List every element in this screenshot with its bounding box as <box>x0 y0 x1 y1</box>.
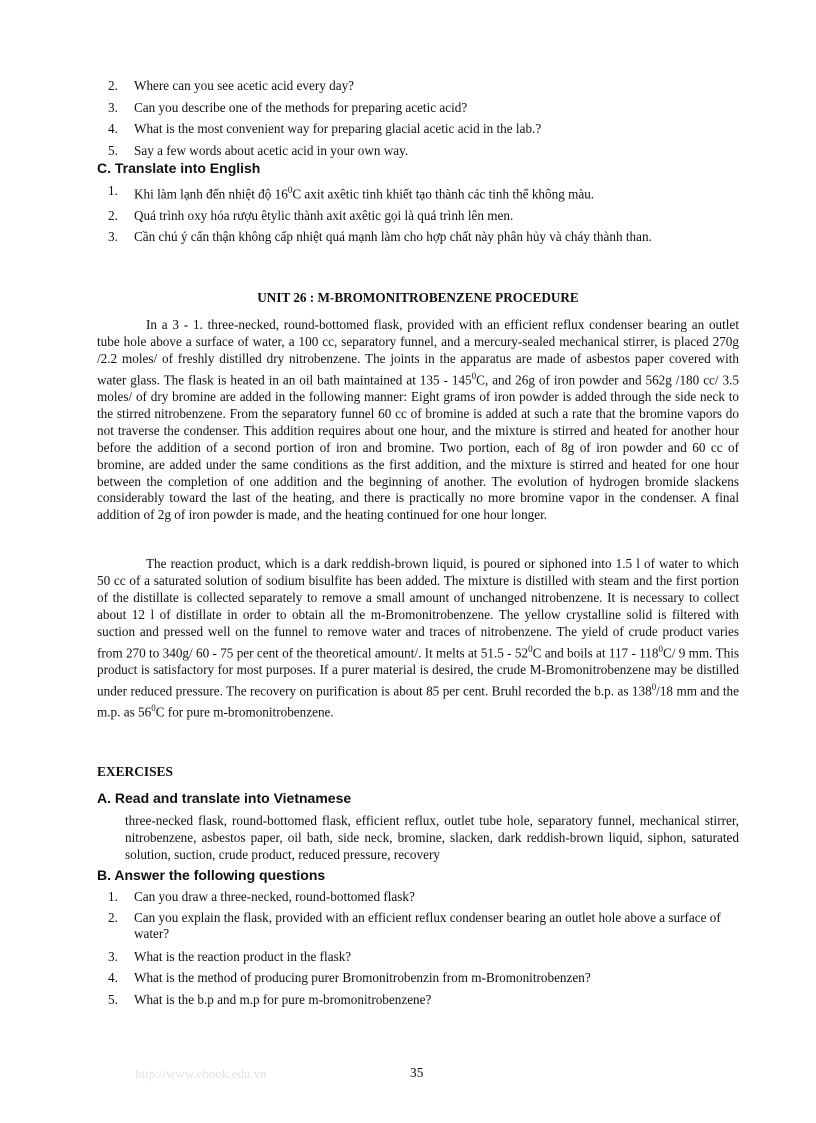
procedure-paragraph-1: In a 3 - 1. three-necked, round-bottomed flask, provided with an efficient reflux condenser bearing an outlet tube hole above a surface of water, a 100 cc, separatory funnel, and a mercury-sealed mechanical stirrer, is placed 270g /2.2 moles/ of freshly distilled dry nitrobenzene. The joints in the apparatus are made of asbestos paper covered with water glass. The flask is heated in an oil bath maintained at $135 - 145^0C$, and 26g of iron powder and 562g /180 cc/ 3.5 moles/ of dry bromine are added in the following manner: Eight grams of iron powder is added through the side neck to the stirred nitrobenzene. From the separatory funnel 60 cc of bromine is added at such a rate that the bromine vapors do not traverse the condenser. This addition requires about one hour, and the mixture is stirred and heated for another hour before the addition of a second portion of iron and bromine. Two portion, each of 8g of iron powder and 60 cc of bromine, are added under the same conditions as the first addition, and the mixture is stirred and heated for one hour between the completion of one addition and the beginning of another. The evolution of hydrogen bromide slackens considerably toward the last of the heating, and there is practically no more bromine vapor in the condenser. A final addition of 2g of iron powder is made, and the heating continued for one hour longer. <box>97 317 739 523</box>
list-item: 5. Say a few words about acetic acid in your own way. <box>108 142 409 158</box>
list-item: 2. Where can you see acetic acid every day? <box>108 78 355 93</box>
list-item: 4. What is the method of producing purer Bromonitrobenzin from m-Bromonitrobenzen? <box>108 970 591 985</box>
vocabulary-list: three-necked flask, round-bottomed flask, efficient reflux, outlet tube hole, separatory funnel, mechanical stirrer, nitrobenzene, asbestos paper, oil bath, side neck, bromine, slacken, dark reddish-brown liquid, siphon, saturated solution, suction, crude product, reduced pressure, recovery <box>125 813 739 862</box>
section-c-heading: C. Translate into English <box>97 160 261 176</box>
list-item: 1. Can you draw a three-necked, round-bottomed flask? <box>108 889 415 904</box>
top-questions-list <box>108 75 748 161</box>
list-item: 3. Cần chú ý cẩn thận không cấp nhiệt quá mạnh làm cho hợp chất này phân hủy và cháy thành than. <box>108 229 652 245</box>
list-item: 4. What is the most convenient way for preparing glacial acetic acid in the lab.? <box>108 121 542 136</box>
list-item: 3. What is the reaction product in the flask? <box>108 948 352 964</box>
section-b-heading: B. Answer the following questions <box>97 867 326 883</box>
exercises-heading: EXERCISES <box>97 764 173 779</box>
procedure-paragraph-2: The reaction product, which is a dark reddish-brown liquid, is poured or siphoned into 1.5 l of water to which 50 cc of a saturated solution of sodium bisulfite has been added. The mixture is distilled with steam and the first portion of the distillate is collected separately to remove a small amount of unchanged nitrobenzene. It is necessary to collect about 12 l of distillate in order to obtain all the m-Bromonitrobenzene. The yellow crystalline solid is filtered with suction and pressed well on the funnel to remove water and traces of nitrobenzene. The yield of crude product varies from 270 to 340g/ 60 - 75 per cent of the theoretical amount/. It melts at $51.5 - 52^0C$ and boils at $117 - 118^0C/$ 9 mm. This product is satisfactory for most purposes. If a purer material is desired, the crude M-Bromonitrobenzene may be distilled under reduced pressure. The recovery on purification is about 85 per cent. Bruhl recorded the b.p. as $138^0/18$ mm and the m.p. as $56^0C$ for pure m-bromonitrobenzene. <box>97 556 739 720</box>
list-item: 2. Can you explain the flask, provided with an efficient reflux condenser bearing an outlet hole above a surface of water? <box>108 909 721 941</box>
list-item: 1. Khi làm lạnh đến nhiệt độ $16^0C$ axit axêtic tinh khiết tạo thành các tinh thể không màu. <box>108 183 595 202</box>
footer-url: http://www.ebook.edu.vn <box>135 1066 267 1081</box>
list-item: 3. Can you describe one of the methods for preparing acetic acid? <box>108 99 468 115</box>
list-item: 2. Quá trình oxy hóa rượu êtylic thành axit axêtic gọi là quá trình lên men. <box>108 207 514 223</box>
section-b-list <box>108 886 748 1010</box>
list-item: 5. What is the b.p and m.p for pure m-bromonitrobenzene? <box>108 991 432 1007</box>
unit-title: UNIT 26 : M-BROMONITROBENZENE PROCEDURE <box>257 290 579 305</box>
section-a-heading: A. Read and translate into Vietnamese <box>97 790 352 806</box>
section-c-list <box>108 180 748 248</box>
page-number: 35 <box>410 1065 424 1080</box>
